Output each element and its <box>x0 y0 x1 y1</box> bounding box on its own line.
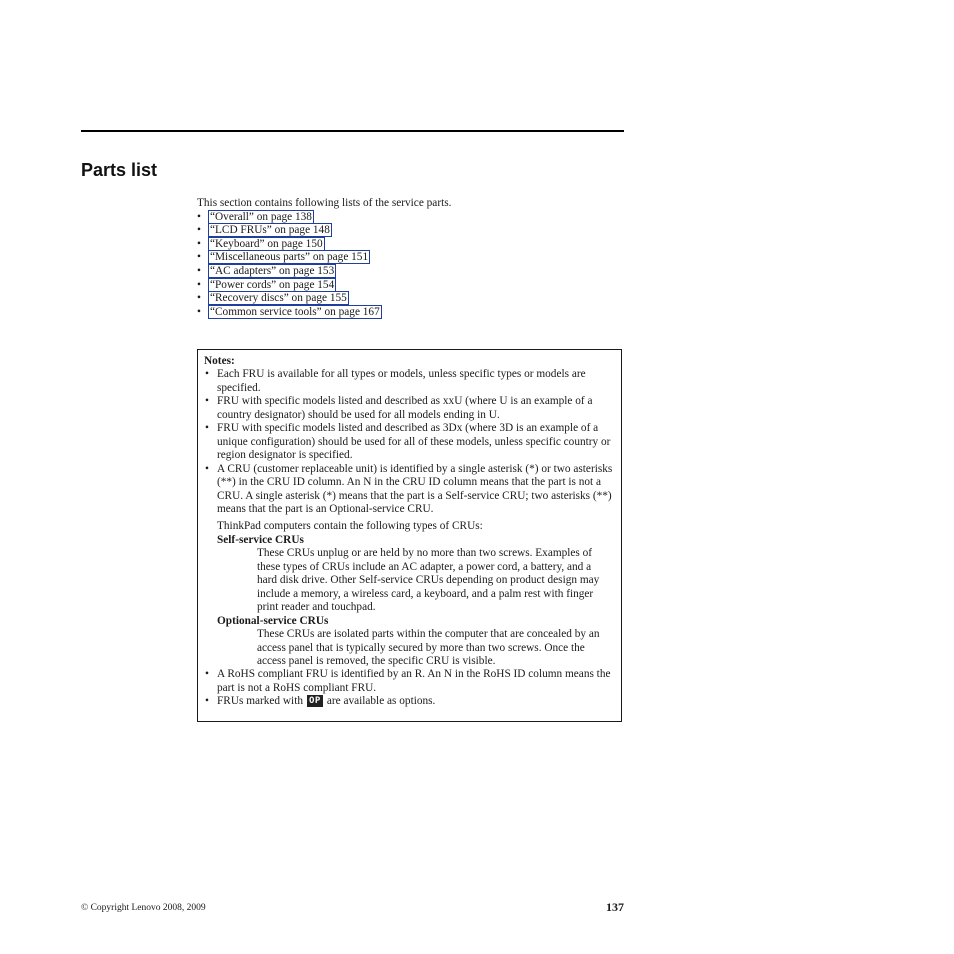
bullet-icon: • <box>197 210 201 223</box>
link-keyboard[interactable]: “Keyboard” on page 150 <box>210 237 323 250</box>
intro-section <box>197 197 451 319</box>
optional-service-term: Optional-service CRUs <box>217 614 329 627</box>
note-text: A CRU (customer replaceable unit) is identified by a single asterisk (*) or two asterisks (**) in the CRU ID column. An N in the CRU ID column means that the part is not a CRU. A single asterisk (*) means that the part is a Self-service CRU; two asterisks (**) means that the part is an Optional-service CRU. <box>217 462 613 515</box>
self-service-definition: These CRUs unplug or are held by no more than two screws. Examples of these types of CRUs include an AC adapter, a power cord, a battery, and a hard disk drive. Other Self-service CRUs depending on product design may include a memory, a wireless card, a keyboard, and a palm rest with finger print reader and touchpad. <box>257 547 600 614</box>
bullet-icon: • <box>205 368 209 381</box>
bullet-icon: • <box>205 668 209 681</box>
parts-link-list <box>197 211 451 320</box>
link-overall[interactable]: “Overall” on page 138 <box>210 210 312 223</box>
note-item <box>204 668 613 695</box>
note-text: FRU with specific models listed and described as 3Dx (where 3D is an example of a unique configuration) should be used for all of these models, unless specific country or region designator is specified. <box>217 422 611 462</box>
list-item <box>197 251 451 265</box>
note-text: are available as options. <box>326 695 436 708</box>
bullet-icon: • <box>197 278 201 291</box>
link-power-cords[interactable]: “Power cords” on page 154 <box>210 278 335 291</box>
bullet-icon: • <box>197 264 201 277</box>
note-item <box>204 395 613 422</box>
intro-text: This section contains following lists of the service parts. <box>197 197 452 209</box>
self-service-term: Self-service CRUs <box>217 533 304 546</box>
link-ac-adapters[interactable]: “AC adapters” on page 153 <box>210 264 335 277</box>
notes-heading: Notes: <box>204 355 235 367</box>
op-option-icon: OP <box>308 696 321 707</box>
page-number: 137 <box>606 900 624 914</box>
page-title: Parts list <box>81 160 158 180</box>
notes-box <box>197 349 622 722</box>
bullet-icon: • <box>205 422 209 435</box>
list-item <box>197 306 451 320</box>
link-miscellaneous-parts[interactable]: “Miscellaneous parts” on page 151 <box>210 251 369 264</box>
note-text: A RoHS compliant FRU is identified by an R. An N in the RoHS ID column means the part is not a RoHS compliant FRU. <box>217 668 611 694</box>
bullet-icon: • <box>205 462 209 475</box>
link-common-service-tools[interactable]: “Common service tools” on page 167 <box>210 305 380 318</box>
cru-types-intro: ThinkPad computers contain the following types of CRUs: <box>217 520 483 533</box>
list-item <box>197 224 451 238</box>
bullet-icon: • <box>197 224 201 237</box>
copyright-text: © Copyright Lenovo 2008, 2009 <box>81 903 206 913</box>
list-item <box>197 279 451 293</box>
list-item <box>197 211 451 225</box>
bullet-icon: • <box>205 695 209 708</box>
note-item <box>204 695 613 708</box>
link-lcd-frus[interactable]: “LCD FRUs” on page 148 <box>210 224 330 237</box>
bullet-icon: • <box>197 292 201 305</box>
bullet-icon: • <box>197 237 201 250</box>
link-recovery-discs[interactable]: “Recovery discs” on page 155 <box>210 292 347 305</box>
note-item <box>204 368 613 395</box>
list-item <box>197 292 451 306</box>
list-item <box>197 265 451 279</box>
notes-list <box>204 368 613 708</box>
note-text: FRU with specific models listed and described as xxU (where U is an example of a country designator) should be used for all models ending in U. <box>217 395 593 421</box>
list-item <box>197 238 451 252</box>
bullet-icon: • <box>197 251 201 264</box>
bullet-icon: • <box>205 395 209 408</box>
optional-service-definition: These CRUs are isolated parts within the computer that are concealed by an access panel that is typically secured by more than two screws. Once the access panel is removed, the specific CRU is visible. <box>257 628 600 667</box>
header-rule <box>81 130 624 132</box>
note-text: Each FRU is available for all types or models, unless specific types or models are specified. <box>217 368 586 394</box>
note-item <box>204 422 613 462</box>
bullet-icon: • <box>197 305 201 318</box>
note-text: FRUs marked with <box>217 695 303 708</box>
note-item <box>204 463 613 669</box>
